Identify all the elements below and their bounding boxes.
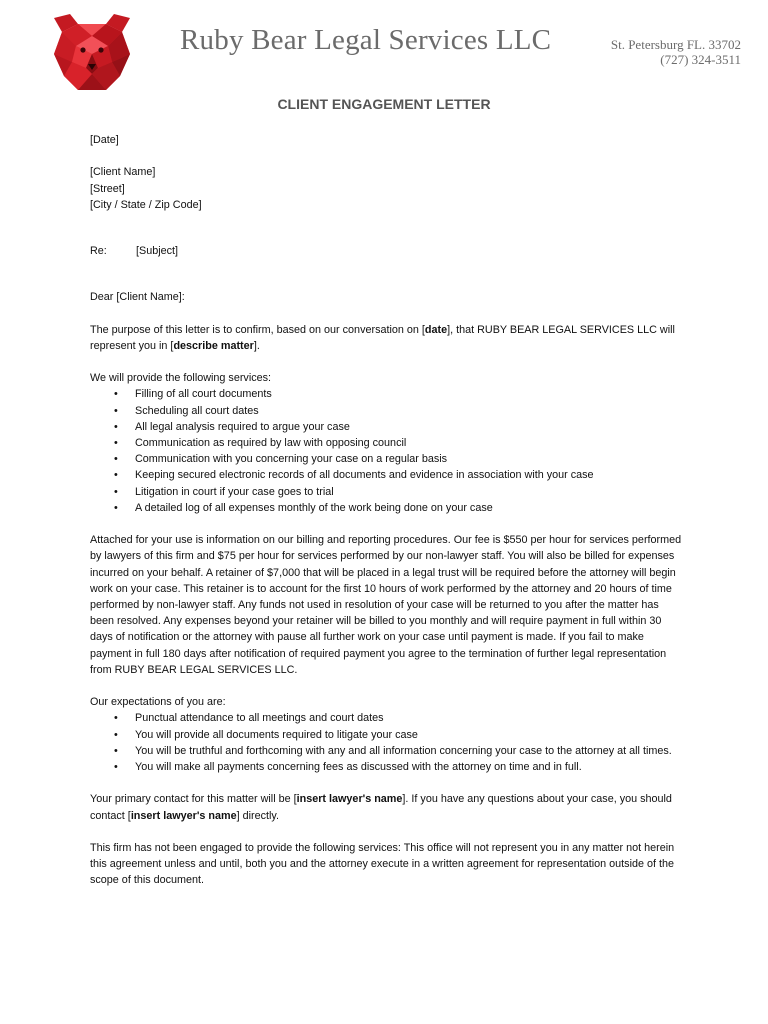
re-label: Re: [90,245,107,257]
list-item: • All legal analysis required to argue your case [135,419,682,435]
list-item: • You will make all payments concerning fees as discussed with the attorney on time and in full. [135,759,682,775]
list-item: • Scheduling all court dates [135,403,682,419]
firm-address [611,37,741,67]
city-state-zip-placeholder: [City / State / Zip Code] [90,198,202,211]
phone-number: (727) 324-3511 [660,52,741,67]
list-item: • Communication with you concerning your case on a regular basis [135,451,682,467]
client-name-placeholder: [Client Name] [90,166,156,179]
address-line: St. Petersburg FL. 33702 [610,37,741,52]
list-item: • A detailed log of all expenses monthly of the work being done on your case [135,500,682,516]
re-subject: [Subject] [136,245,179,257]
list-item: • You will provide all documents required to litigate your case [135,727,682,743]
services-intro: We will provide the following services: [90,372,272,385]
purpose-paragraph: The purpose of this letter is to confirm, based on our conversation on [date], that RUBY BEAR LEGAL SERVICES LLC will represent you in [describe matter]. [90,323,675,352]
letter-body [90,132,682,889]
list-item: • Filling of all court documents [135,386,682,402]
expectations-list [90,710,682,775]
letter-title: CLIENT ENGAGEMENT LETTER [277,96,491,112]
firm-name: Ruby Bear Legal Services LLC [180,24,552,56]
contact-paragraph: Your primary contact for this matter will be [insert lawyer's name]. If you have any questions about your case, you should contact [insert lawyer's name] directly. [90,793,672,822]
street-placeholder: [Street] [90,182,125,195]
re-line [90,243,682,259]
billing-paragraph: Attached for your use is information on our billing and reporting procedures. Our fee is $550 per hour for services performed by lawyers of this firm and $75 per hour for services performed by our non-lawyer staff. You will also be billed for expenses incurred on your behalf. A retainer of $7,000 that will be placed in a legal trust will be required before the attorney will begin work on your case. This retainer is to account for the first 10 hours of work performed by the attorney and 20 hours of time performed by non-lawyer staff. Any funds not used in resolution of your case will be returned to you after the matter has been resolved. Any expenses beyond your retainer will be billed to you monthly and will require payment in full within 30 days of notification or the attorney with pause all further work on your case until payment is made. If you fail to make payment in full 180 days after notification of required payment you agree to the termination of further legal representation from RUBY BEAR LEGAL SERVICES LLC. [90,534,682,676]
list-item: • Litigation in court if your case goes to trial [135,484,682,500]
ruby-bear-logo [50,10,134,94]
list-item: • Communication as required by law with opposing council [135,435,682,451]
salutation: Dear [Client Name]: [90,291,185,304]
expectations-intro: Our expectations of you are: [90,696,226,709]
list-item: • You will be truthful and forthcoming with any and all information concerning your case to the attorney at all times. [135,743,682,759]
services-list [90,386,682,516]
list-item: • Punctual attendance to all meetings and court dates [135,710,682,726]
list-item: • Keeping secured electronic records of all documents and evidence in association with your case [135,467,682,483]
date-placeholder: [Date] [90,134,119,146]
not-engaged-paragraph: This firm has not been engaged to provide the following services: This office will not represent you in any matter not herein this agreement unless and until, both you and the attorney execute in a written agreement for representation outside of the scope of this document. [90,842,675,887]
